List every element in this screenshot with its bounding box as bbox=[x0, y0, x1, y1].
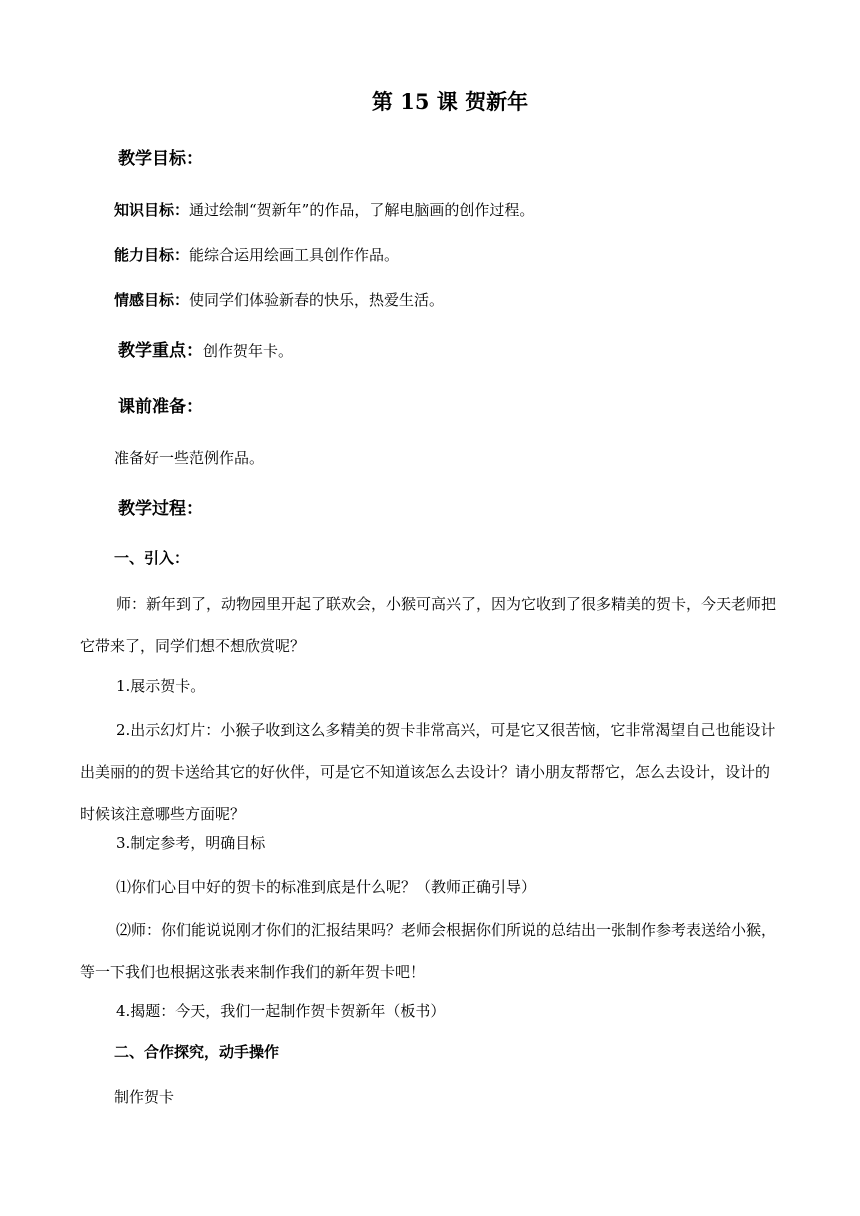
section1-heading: 一、引入： bbox=[114, 549, 190, 567]
goal-knowledge-text: 通过绘制“贺新年”的作品，了解电脑画的创作过程。 bbox=[189, 201, 535, 219]
key-point-label: 教学重点： bbox=[118, 341, 203, 361]
section2-heading: 二、合作探究，动手操作 bbox=[114, 1043, 280, 1061]
prep-heading: 课前准备： bbox=[118, 397, 203, 417]
paragraph-show-cards: 1.展示贺卡。 bbox=[116, 677, 206, 695]
key-point bbox=[118, 340, 293, 362]
paragraph-standard: ⑴你们心目中好的贺卡的标准到底是什么呢？（教师正确引导） bbox=[116, 878, 537, 896]
paragraph-intro: 师：新年到了，动物园里开起了联欢会，小猴可高兴了，因为它收到了很多精美的贺卡，今天老师把它带来了，同学们想不想欣赏呢？ bbox=[80, 595, 777, 655]
goal-ability bbox=[114, 245, 794, 265]
paragraph-make-card: 制作贺卡 bbox=[114, 1088, 175, 1106]
goal-ability-label: 能力目标： bbox=[114, 246, 190, 264]
goal-emotion-text: 使同学们体验新春的快乐，热爱生活。 bbox=[189, 291, 445, 309]
paragraph-reference: 3.制定参考，明确目标 bbox=[116, 834, 266, 852]
process-heading: 教学过程： bbox=[118, 499, 203, 519]
paragraph-topic: 4.揭题：今天，我们一起制作贺卡贺新年（板书） bbox=[116, 1002, 446, 1020]
paragraph-summary: ⑵师：你们能说说刚才你们的汇报结果吗？老师会根据你们所说的总结出一张制作参考表送给小猴，等一下我们也根据这张表来制作我们的新年贺卡吧！ bbox=[80, 921, 777, 981]
goal-emotion bbox=[114, 290, 794, 310]
key-point-text: 创作贺年卡。 bbox=[203, 342, 294, 360]
goal-emotion-label: 情感目标： bbox=[114, 291, 190, 309]
goal-ability-text: 能综合运用绘画工具创作作品。 bbox=[189, 246, 400, 264]
goal-knowledge-label: 知识目标： bbox=[114, 201, 190, 219]
paragraph-slides: 2.出示幻灯片：小猴子收到这么多精美的贺卡非常高兴，可是它又很苦恼，它非常渴望自己也能设计出美丽的的贺卡送给其它的好伙伴，可是它不知道该怎么去设计？请小朋友帮帮它，怎么去设计，设计的时候该注意哪些方面呢？ bbox=[80, 721, 776, 823]
goals-heading: 教学目标： bbox=[118, 149, 203, 169]
prep-text: 准备好一些范例作品。 bbox=[114, 449, 265, 467]
goal-knowledge bbox=[114, 200, 794, 220]
page-title: 第 15 课 贺新年 bbox=[371, 89, 529, 114]
